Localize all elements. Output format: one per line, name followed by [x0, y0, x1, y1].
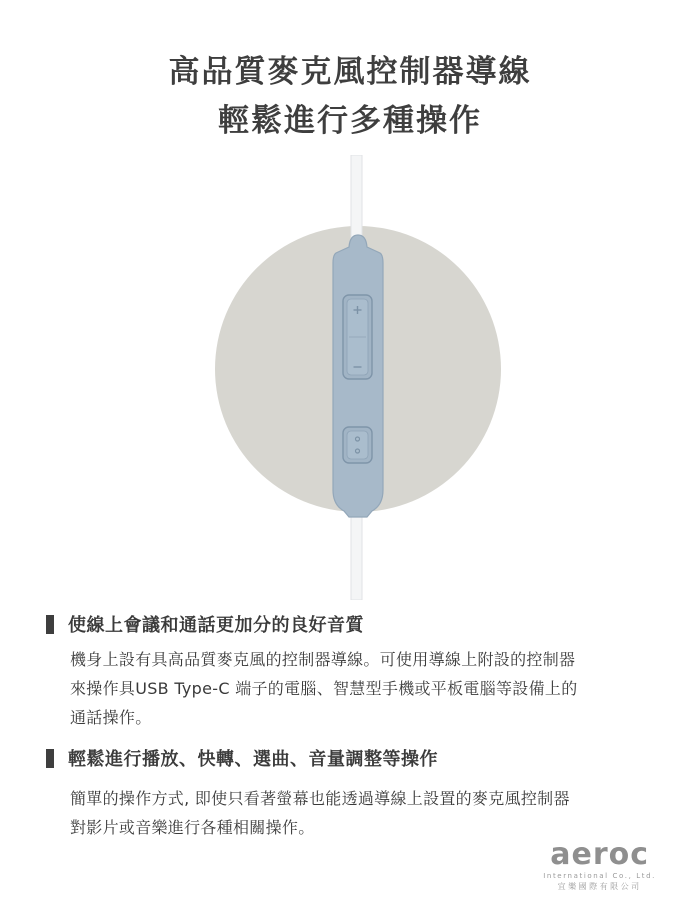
section-heading-2 — [46, 745, 438, 771]
brand-subtitle: International Co., Ltd. — [543, 872, 656, 880]
body-line: 通話操作。 — [70, 708, 152, 727]
body-line: 對影片或音樂進行各種相關操作。 — [70, 818, 315, 837]
controller-illustration — [0, 155, 700, 600]
body-line: 來操作具USB Type-C 端子的電腦、智慧型手機或平板電腦等設備上的 — [70, 679, 578, 698]
heading-marker — [46, 615, 54, 634]
section-heading-text: 使線上會議和通話更加分的良好音質 — [68, 615, 364, 636]
body-line: 簡單的操作方式, 即使只看著螢幕也能透過導線上設置的麥克風控制器 — [70, 789, 570, 808]
body-line: 機身上設有具高品質麥克風的控制器導線。可使用導線上附設的控制器 — [70, 650, 576, 669]
brand-logo-mark: aeroc — [550, 837, 650, 872]
brand-logo — [543, 837, 656, 892]
heading-marker — [46, 749, 54, 768]
page-title-line-1: 高品質麥克風控制器導線 — [168, 54, 532, 90]
section-heading-1 — [46, 611, 364, 637]
page-title-line-2: 輕鬆進行多種操作 — [218, 103, 482, 139]
section-body-2 — [70, 784, 670, 842]
section-body-1 — [70, 645, 670, 732]
section-heading-text: 輕鬆進行播放、快轉、選曲、音量調整等操作 — [68, 749, 438, 770]
brand-chinese-name: 宜樂國際有限公司 — [557, 882, 642, 891]
